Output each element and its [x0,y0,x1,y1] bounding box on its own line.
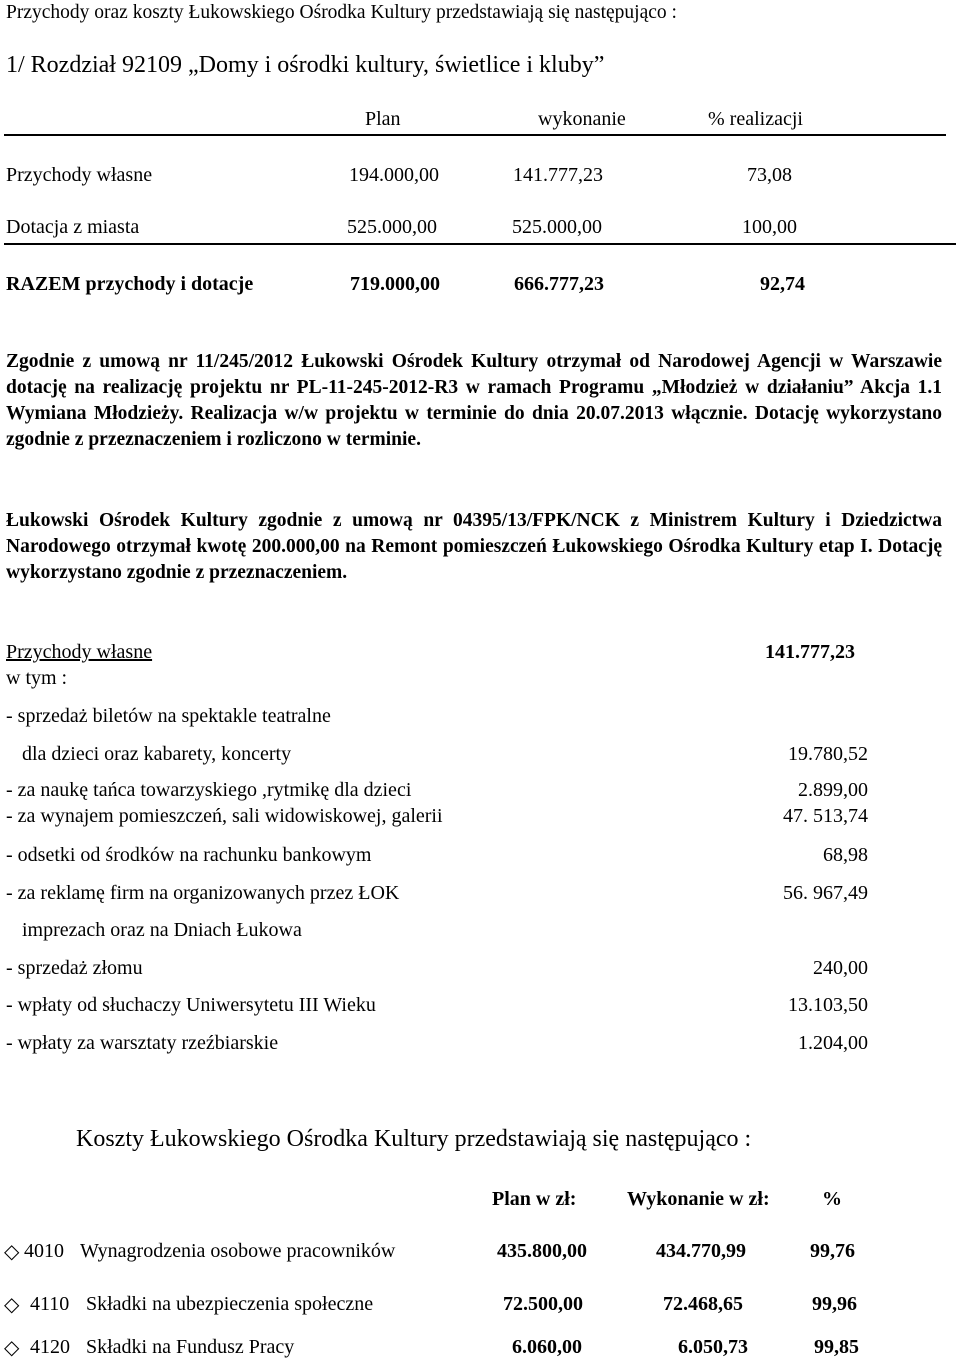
cost-wykonanie: 6.050,73 [678,1336,748,1358]
own-revenue-total: 141.777,23 [765,641,855,663]
own-revenue-label: Przychody własne [6,641,153,663]
row-label: Przychody własne [6,164,153,186]
intro-text: Przychody oraz koszty Łukowskiego Ośrodka Kultury przedstawiają się następująco : [6,2,677,23]
cost-pct: 99,76 [810,1240,855,1262]
cost-code: 4010 [24,1240,64,1262]
list-item: - za wynajem pomieszczeń, sali widowiskowej, galerii [6,805,443,827]
header-plan: Plan [365,108,401,130]
cost-pct: 99,96 [812,1293,857,1315]
total-rule [4,243,956,245]
total-plan: 719.000,00 [350,273,440,295]
costs-header-pct: % [822,1188,842,1210]
list-item-value: 47. 513,74 [783,805,868,827]
row-wykonanie: 141.777,23 [513,164,603,186]
cost-plan: 6.060,00 [512,1336,582,1358]
row-wykonanie: 525.000,00 [512,216,602,238]
paragraph-grant-youth: Zgodnie z umową nr 11/245/2012 Łukowski Ośrodek Kultury otrzymał od Narodowej Agencji w Warszawie dotację na realizację projektu nr PL-11-245-2012-R3 w ramach Programu „Młodzież w działaniu” Akcja 1.1 Wymiana Młodzieży. Realizacja w/w projektu w terminie do dnia 20.07.2013 włącznie. Dotację wykorzystano zgodnie z przeznaczeniem i rozliczono w terminie. [6,351,942,450]
cost-plan: 435.800,00 [497,1240,587,1262]
row-pct: 100,00 [742,216,797,238]
cost-code: 4110 [30,1293,70,1315]
list-item-value: 1.204,00 [798,1032,868,1054]
section-title: 1/ Rozdział 92109 „Domy i ośrodki kultury, świetlice i kluby” [6,52,605,78]
list-item-value: 240,00 [813,957,868,979]
list-item-value: 56. 967,49 [783,882,868,904]
paragraph-grant-ministry: Łukowski Ośrodek Kultury zgodnie z umową nr 04395/13/FPK/NCK z Ministrem Kultury i Dziedzictwa Narodowego otrzymał kwotę 200.000,00 na Remont pomieszczeń Łukowskiego Ośrodka Kultury etap I. Dotację wykorzystano zgodnie z przeznaczeniem. [6,510,942,583]
header-wykonanie: wykonanie [538,108,626,130]
cost-name: Składki na Fundusz Pracy [86,1336,295,1358]
own-revenue-wtym: w tym : [6,667,68,689]
cost-name: Wynagrodzenia osobowe pracowników [80,1240,396,1262]
list-item-value: 2.899,00 [798,779,868,801]
cost-name: Składki na ubezpieczenia społeczne [86,1293,374,1315]
list-item: - za reklamę firm na organizowanych przez ŁOK [6,882,400,904]
hollow-diamond-bullet-icon: ◇ [4,1335,20,1359]
total-pct: 92,74 [760,273,805,295]
list-item: - wpłaty od słuchaczy Uniwersytetu III Wieku [6,994,376,1016]
list-item: - sprzedaż biletów na spektakle teatralne [6,705,331,727]
row-label: Dotacja z miasta [6,216,140,238]
row-plan: 194.000,00 [349,164,439,186]
costs-header-plan: Plan w zł: [492,1188,577,1210]
list-item-value: 68,98 [823,844,868,866]
list-item: - sprzedaż złomu [6,957,143,979]
costs-title: Koszty Łukowskiego Ośrodka Kultury przedstawiają się następująco : [76,1126,752,1152]
cost-pct: 99,85 [814,1336,859,1358]
header-realizacja: % realizacji [708,108,803,130]
row-plan: 525.000,00 [347,216,437,238]
cost-wykonanie: 72.468,65 [663,1293,743,1315]
cost-wykonanie: 434.770,99 [656,1240,746,1262]
list-item: - za naukę tańca towarzyskiego ,rytmikę dla dzieci [6,779,412,801]
total-label: RAZEM przychody i dotacje [6,273,254,295]
hollow-diamond-bullet-icon: ◇ [4,1292,20,1316]
hollow-diamond-bullet-icon: ◇ [4,1239,20,1263]
list-item-value: 13.103,50 [788,994,868,1016]
list-item-value: 19.780,52 [788,743,868,765]
list-item: - wpłaty za warsztaty rzeźbiarskie [6,1032,279,1054]
list-item: - odsetki od środków na rachunku bankowym [6,844,372,866]
costs-header-wykonanie: Wykonanie w zł: [627,1188,770,1210]
row-pct: 73,08 [747,164,792,186]
cost-code: 4120 [30,1336,70,1358]
total-wykonanie: 666.777,23 [514,273,604,295]
list-item: imprezach oraz na Dniach Łukowa [22,919,302,941]
header-rule [4,134,946,136]
cost-plan: 72.500,00 [503,1293,583,1315]
list-item: dla dzieci oraz kabarety, koncerty [22,743,292,765]
